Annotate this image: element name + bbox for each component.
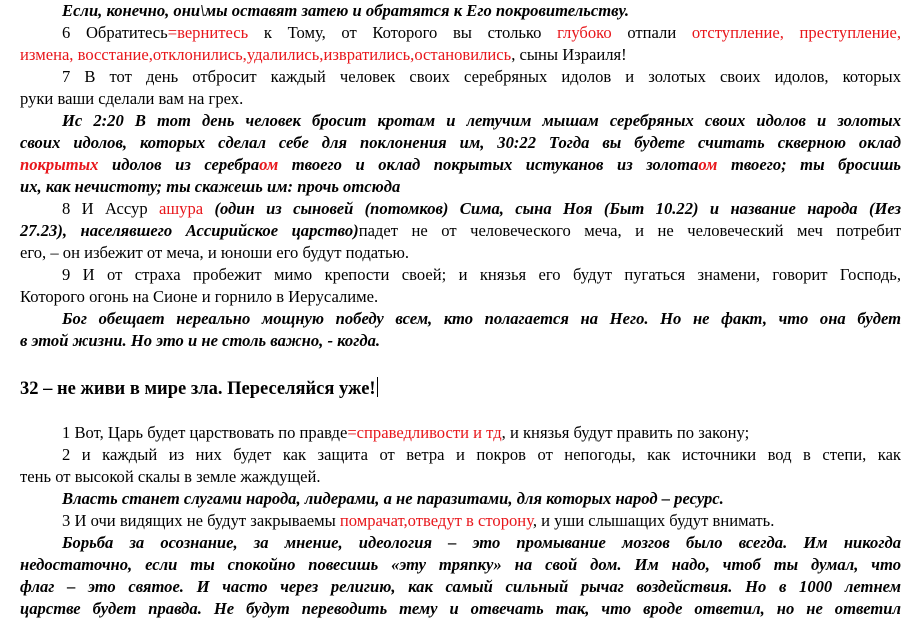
verse-2-line-1 (62, 444, 901, 466)
section-heading[interactable] (20, 376, 901, 402)
commentary-text: недостаточно, если ты спокойно повесишь «эту тряпку» на свой дом. Им надо, чтоб ты думал, что (20, 555, 901, 574)
verse-2-line-2 (20, 466, 901, 488)
verse-7-line-1 (62, 66, 901, 88)
verse-text: Которого огонь на Сионе и горнило в Иерусалиме. (20, 287, 379, 306)
commentary-text: Если, конечно, они\мы оставят затею и обратятся к Его покровительству. (62, 1, 629, 20)
verse-text: 9 И от страха пробежит мимо крепости своей; и князья его будут пугаться знамени, говорит Господь, (62, 265, 901, 284)
annotation-text: покрытых (20, 155, 99, 174)
verse-text: 7 В тот день отбросит каждый человек своих серебряных идолов и золотых своих идолов, которых (62, 67, 901, 86)
verse-text: 2 и каждый из них будет как защита от ветра и покров от непогоды, как источники вод в степи, как (62, 445, 901, 464)
verse-8-line-1 (62, 198, 901, 220)
annotation-text: ашура (159, 199, 204, 218)
verse-text: руки ваши сделали вам на грех. (20, 89, 244, 108)
commentary-text: Бог обещает нереально мощную победу всем, кто полагается на Него. Но не факт, что она будет (62, 309, 901, 328)
verse-6-line-1 (62, 22, 901, 44)
commentary-text: твоего; ты бросишь (717, 155, 902, 174)
verse-text: , сыны Израиля! (511, 45, 627, 64)
commentary-line (20, 176, 901, 198)
annotation-text: =вернитесь (167, 23, 249, 42)
annotation-text: ом (259, 155, 279, 174)
verse-9-line-2 (20, 286, 901, 308)
verse-text: отпали (611, 23, 692, 42)
verse-3-line (62, 510, 901, 532)
verse-text: к Тому, от Которого вы столько (248, 23, 558, 42)
commentary-text: их, как нечистоту; ты скажешь им: прочь отсюда (20, 177, 401, 196)
commentary-line (62, 110, 901, 132)
verse-7-line-2 (20, 88, 901, 110)
commentary-text: 27.23), населявшего Ассирийское царство) (20, 221, 359, 240)
annotation-text: глубоко (557, 23, 612, 42)
annotation-text: =справедливости и тд (347, 423, 502, 442)
commentary-text: (один из сыновей (потомков) Сима, сына Ноя (Быт 10.22) и название народа (Иез (203, 199, 901, 218)
commentary-line (20, 554, 901, 576)
commentary-line (62, 308, 901, 330)
commentary-text: Ис 2:20 В тот день человек бросит кротам и летучим мышам серебряных своих идолов и золотых (62, 111, 901, 130)
verse-9-line-1 (62, 264, 901, 286)
annotation-text: отступление, преступление, (691, 23, 902, 42)
verse-text: падет не от человеческого меча, и не человеческий меч потребит (358, 221, 901, 240)
commentary-text: своих идолов, которых сделал себе для поклонения им, 30:22 Тогда вы будете считать скверною оклад (20, 133, 901, 152)
commentary-text: в этой жизни. Но это и не столь важно, - когда. (20, 331, 381, 350)
commentary-text: твоего и оклад покрытых истуканов из золота (278, 155, 699, 174)
verse-text: 8 И Ассур (62, 199, 159, 218)
commentary-line (62, 488, 901, 510)
commentary-text: царстве будет правда. Не будут переводить тему и отвечать так, что вроде ответил, но не ответил (20, 599, 901, 618)
verse-text: его, – он избежит от меча, и юноши его будут податью. (20, 243, 410, 262)
text-cursor (377, 377, 378, 397)
commentary-line (20, 154, 901, 176)
verse-text: 3 И очи видящих не будут закрываемы (62, 511, 340, 530)
commentary-text: идолов из серебра (98, 155, 260, 174)
annotation-text: ом (698, 155, 718, 174)
commentary-line (20, 132, 901, 154)
verse-text: 6 Обратитесь (62, 23, 168, 42)
commentary-text: Борьба за осознание, за мнение, идеология – это промывание мозгов было всегда. Им никогда (62, 533, 901, 552)
commentary-line (20, 576, 901, 598)
verse-text: , и князья будут править по закону; (501, 423, 750, 442)
verse-text: тень от высокой скалы в земле жаждущей. (20, 467, 321, 486)
commentary-line (62, 532, 901, 554)
verse-6-line-2 (20, 44, 901, 66)
verse-text: 1 Вот, Царь будет царствовать по правде (62, 423, 348, 442)
section-heading-text: 32 – не живи в мире зла. Переселяйся уже! (20, 379, 376, 399)
commentary-text: Власть станет слугами народа, лидерами, а не паразитами, для которых народ – ресурс. (62, 489, 724, 508)
verse-text: , и уши слышащих будут внимать. (532, 511, 775, 530)
commentary-text: флаг – это святое. И часто через религию, как самый сильный рычаг воздействия. Но в 1000 летнем (20, 577, 901, 596)
verse-8-line-3 (20, 242, 901, 264)
commentary-line (62, 0, 901, 22)
annotation-text: помрачат,отведут в сторону (339, 511, 533, 530)
commentary-line (20, 598, 901, 620)
annotation-text: измена, восстание,отклонились,удалились,извратились,остановились (20, 45, 512, 64)
verse-8-line-2 (20, 220, 901, 242)
commentary-line (20, 330, 901, 352)
verse-1-line (62, 422, 901, 444)
